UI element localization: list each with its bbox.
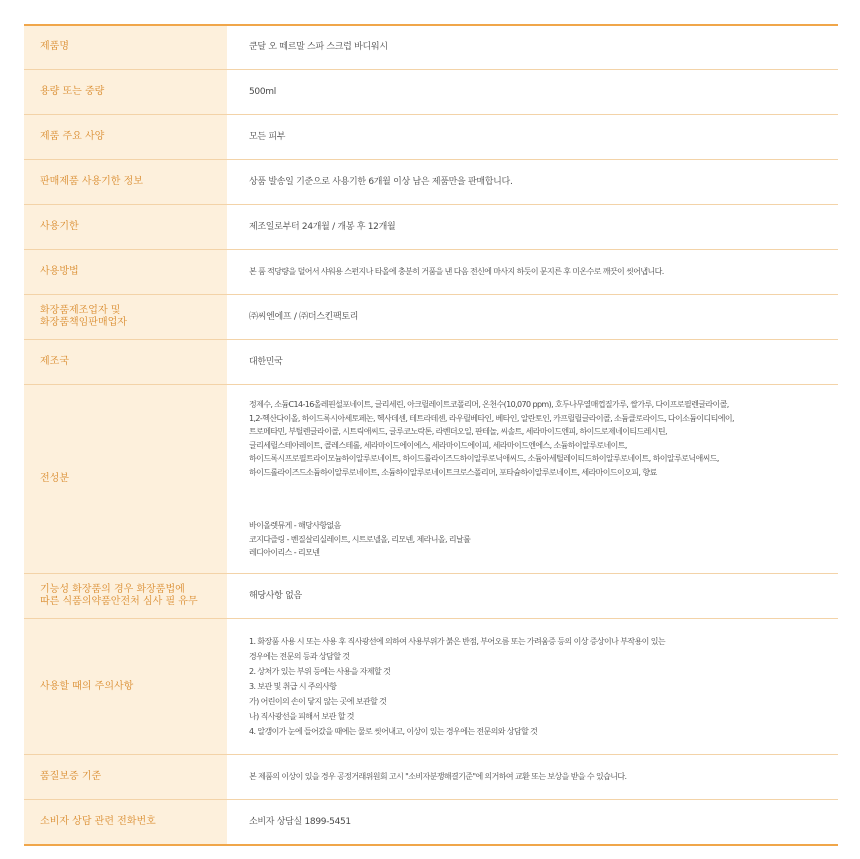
ingredients-scent-variants: 바이올렛뮤게 - 해당사항없음 코지다즐링 - 벤질살리실레이트, 시트로넬올, 리모넨, 제라니올, 리날룰 레디아이리스 - 리모넨	[249, 521, 471, 557]
row-functional-review	[24, 574, 838, 619]
product-info-table	[24, 24, 838, 846]
row-customer-phone	[24, 800, 838, 845]
row-shelf-life	[24, 204, 838, 249]
value-precautions: 1. 화장품 사용 시 또는 사용 후 직사광선에 의하여 사용부위가 붉은 반점, 부어오름 또는 가려움증 등의 이상 증상이나 부작용이 있는 경우에는 전문의 등과 상담할 것 2. 상처가 있는 부위 등에는 사용을 자제할 것 3. 보관 및 취급 시 주의사항 가) 어린이의 손이 닿지 않는 곳에 보관할 것 나) 직사광선을 피해서 보관 할 것 4. 알갱이가 눈에 들어갔을 때에는 물로 씻어내고, 이상이 있는 경우에는 전문의와 상담할 것	[227, 619, 838, 755]
value-volume: 500ml	[227, 69, 838, 114]
row-country	[24, 339, 838, 384]
value-quality-standard: 본 제품의 이상이 있을 경우 공정거래위원회 고시 "소비자분쟁해결기준"에 의거하여 교환 또는 보상을 받을 수 있습니다.	[227, 755, 838, 800]
label-precautions: 사용할 때의 주의사항	[24, 619, 227, 755]
label-customer-phone: 소비자 상담 관련 전화번호	[24, 800, 227, 845]
value-customer-phone: 소비자 상담실 1899-5451	[227, 800, 838, 845]
label-shelf-life: 사용기한	[24, 204, 227, 249]
row-main-spec	[24, 114, 838, 159]
row-usage	[24, 249, 838, 294]
ingredients-gap	[249, 493, 838, 506]
label-product-name: 제품명	[24, 25, 227, 69]
value-manufacturer: ㈜씨엔에프 / ㈜더스킨팩토리	[227, 294, 838, 339]
label-main-spec: 제품 주요 사양	[24, 114, 227, 159]
row-expiry-info	[24, 159, 838, 204]
label-ingredients: 전성분	[24, 384, 227, 574]
row-product-name	[24, 25, 838, 69]
value-usage: 본 품 적당량을 덜어서 샤워용 스펀지나 타올에 충분히 거품을 낸 다음 전신에 마사지 하듯이 문지른 후 미온수로 깨끗이 씻어냅니다.	[227, 249, 838, 294]
value-shelf-life: 제조일로부터 24개월 / 개봉 후 12개월	[227, 204, 838, 249]
value-ingredients	[227, 384, 838, 574]
label-quality-standard: 품질보증 기준	[24, 755, 227, 800]
product-info-section	[24, 24, 838, 846]
ingredients-main: 정제수, 소듐C14-16올레핀설포네이트, 글리세린, 아크릴레이트코폴리머, 온천수(10,070 ppm), 호두나무열매껍질가루, 쌀가루, 다이프로필렌글라이콜, 1,2-헥산다이올, 하이드록시아세토페논, 헥사데센, 테트라데센, 라우릴베타인, 베타인, 알란토인, 카프릴릴글라이콜, 소듐클로라이드, 다이소듐이디티에이, 트로메타민, 부틸렌글라이콜, 시트릭애씨드, 글루코노락톤, 라벤더오일, 판테놀, 씨솔트, 세라마이드엔피, 하이드로제네이티드레시틴, 글리세릴스테아레이트, 콜레스테롤, 세라마이드에이에스, 세라마이드에이피, 세라마이드엔에스, 소듐하이알루로네이트, 하이드록시프로필트라이모늄하이알루로네이트, 하이드롤라이즈드하이알루로닉애씨드, 소듐아세틸레이티드하이알루로네이트, 하이알루로닉애씨드, 하이드롤라이즈드소듐하이알루로네이트, 소듐하이알루로네이트크로스폴리머, 포타슘하이알루로네이트, 세라마이드이오피, 향료	[249, 400, 734, 477]
value-main-spec: 모든 피부	[227, 114, 838, 159]
label-usage: 사용방법	[24, 249, 227, 294]
row-precautions	[24, 619, 838, 755]
row-ingredients	[24, 384, 838, 574]
row-volume	[24, 69, 838, 114]
row-manufacturer	[24, 294, 838, 339]
value-product-name: 쿤달 오 떼르말 스파 스크럽 바디워시	[227, 25, 838, 69]
value-expiry-info: 상품 발송일 기준으로 사용기한 6개월 이상 남은 제품만을 판매합니다.	[227, 159, 838, 204]
label-manufacturer: 화장품제조업자 및 화장품책임판매업자	[24, 294, 227, 339]
label-country: 제조국	[24, 339, 227, 384]
label-volume: 용량 또는 중량	[24, 69, 227, 114]
row-quality-standard	[24, 755, 838, 800]
label-expiry-info: 판매제품 사용기한 정보	[24, 159, 227, 204]
value-functional-review: 해당사항 없음	[227, 574, 838, 619]
label-functional-review: 기능성 화장품의 경우 화장품법에 따른 식품의약품안전처 심사 필 유무	[24, 574, 227, 619]
value-country: 대한민국	[227, 339, 838, 384]
